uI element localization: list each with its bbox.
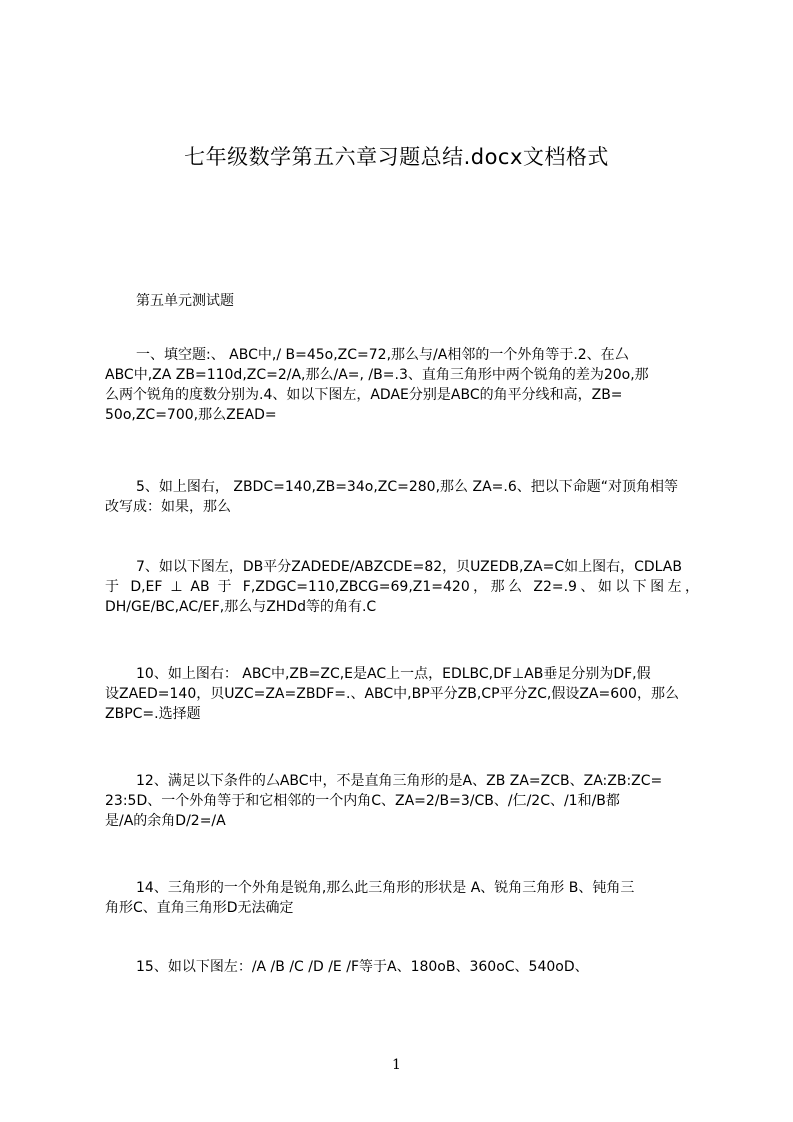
paragraph-line: DH/GE/BC,AC/EF,那么与ZHDd等的角有.C: [105, 599, 377, 615]
paragraph-line: 10、如上图右： ABC中,ZB=ZC,E是AC上一点，EDLBC,DF⊥AB垂足分别为DF,假: [136, 666, 651, 682]
paragraph-line: 于 D,EF ⊥ AB 于 F,ZDGC=110,ZBCG=69,Z1=420，那么 Z2=.9、如以下图左，: [105, 579, 699, 595]
paragraph-line: 角形C、直角三角形D无法确定: [105, 900, 294, 916]
paragraph-question-12: [105, 771, 699, 831]
paragraph-question-15: [105, 957, 699, 977]
paragraph-question-5: [105, 477, 699, 517]
paragraph-line: 23:5D、一个外角等于和它相邻的一个内角C、ZA=2/B=3/CB、/仁/2C、/1和/B都: [105, 793, 620, 809]
paragraph-fill-in-blanks: [105, 345, 699, 425]
paragraph-line: 14、三角形的一个外角是锐角,那么此三角形的形状是 A、锐角三角形 B、钝角三: [136, 880, 635, 896]
paragraph-line: 一、填空题:、 ABC中,/ B=45o,ZC=72,那么与/A相邻的一个外角等于.2、在厶: [136, 347, 629, 363]
paragraph-line: 是/A的余角D/2=/A: [105, 813, 226, 829]
document-title: 七年级数学第五六章习题总结.docx文档格式: [184, 145, 609, 169]
paragraph-question-14: [105, 878, 699, 918]
paragraph-line: 么两个锐角的度数分别为.4、如以下图左，ADAE分别是ABC的角平分线和高，ZB=: [105, 387, 623, 403]
paragraph-line: 改写成：如果，那么: [105, 499, 231, 515]
paragraph-line: 12、满足以下条件的厶ABC中，不是直角三角形的是A、ZB ZA=ZCB、ZA:ZB:ZC=: [136, 773, 663, 789]
paragraph-line: ZBPC=.选择题: [105, 706, 201, 722]
paragraph-question-7: [105, 557, 699, 617]
paragraph-line: 15、如以下图左：/A /B /C /D /E /F等于A、180oB、360oC、540oD、: [136, 959, 589, 975]
page-number: 1: [392, 1057, 401, 1073]
paragraph-line: 50o,ZC=700,那么ZEAD=: [105, 407, 277, 423]
paragraph-line: 设ZAED=140，贝UZC=ZA=ZBDF=.、ABC中,BP平分ZB,CP平分ZC,假设ZA=600，那么: [105, 686, 679, 702]
paragraph-line: ABC中,ZA ZB=110d,ZC=2/A,那么/A=, /B=.3、直角三角形中两个锐角的差为20o,那: [105, 367, 649, 383]
paragraph-line: 5、如上图右， ZBDC=140,ZB=34o,ZC=280,那么 ZA=.6、把以下命题“对顶角相等: [136, 479, 678, 495]
paragraph-line: 7、如以下图左，DB平分ZADEDE/ABZCDE=82，贝UZEDB,ZA=C如上图右，CDLAB: [136, 559, 682, 575]
section-heading: 第五单元测试题: [136, 293, 234, 309]
paragraph-question-10: [105, 664, 699, 724]
